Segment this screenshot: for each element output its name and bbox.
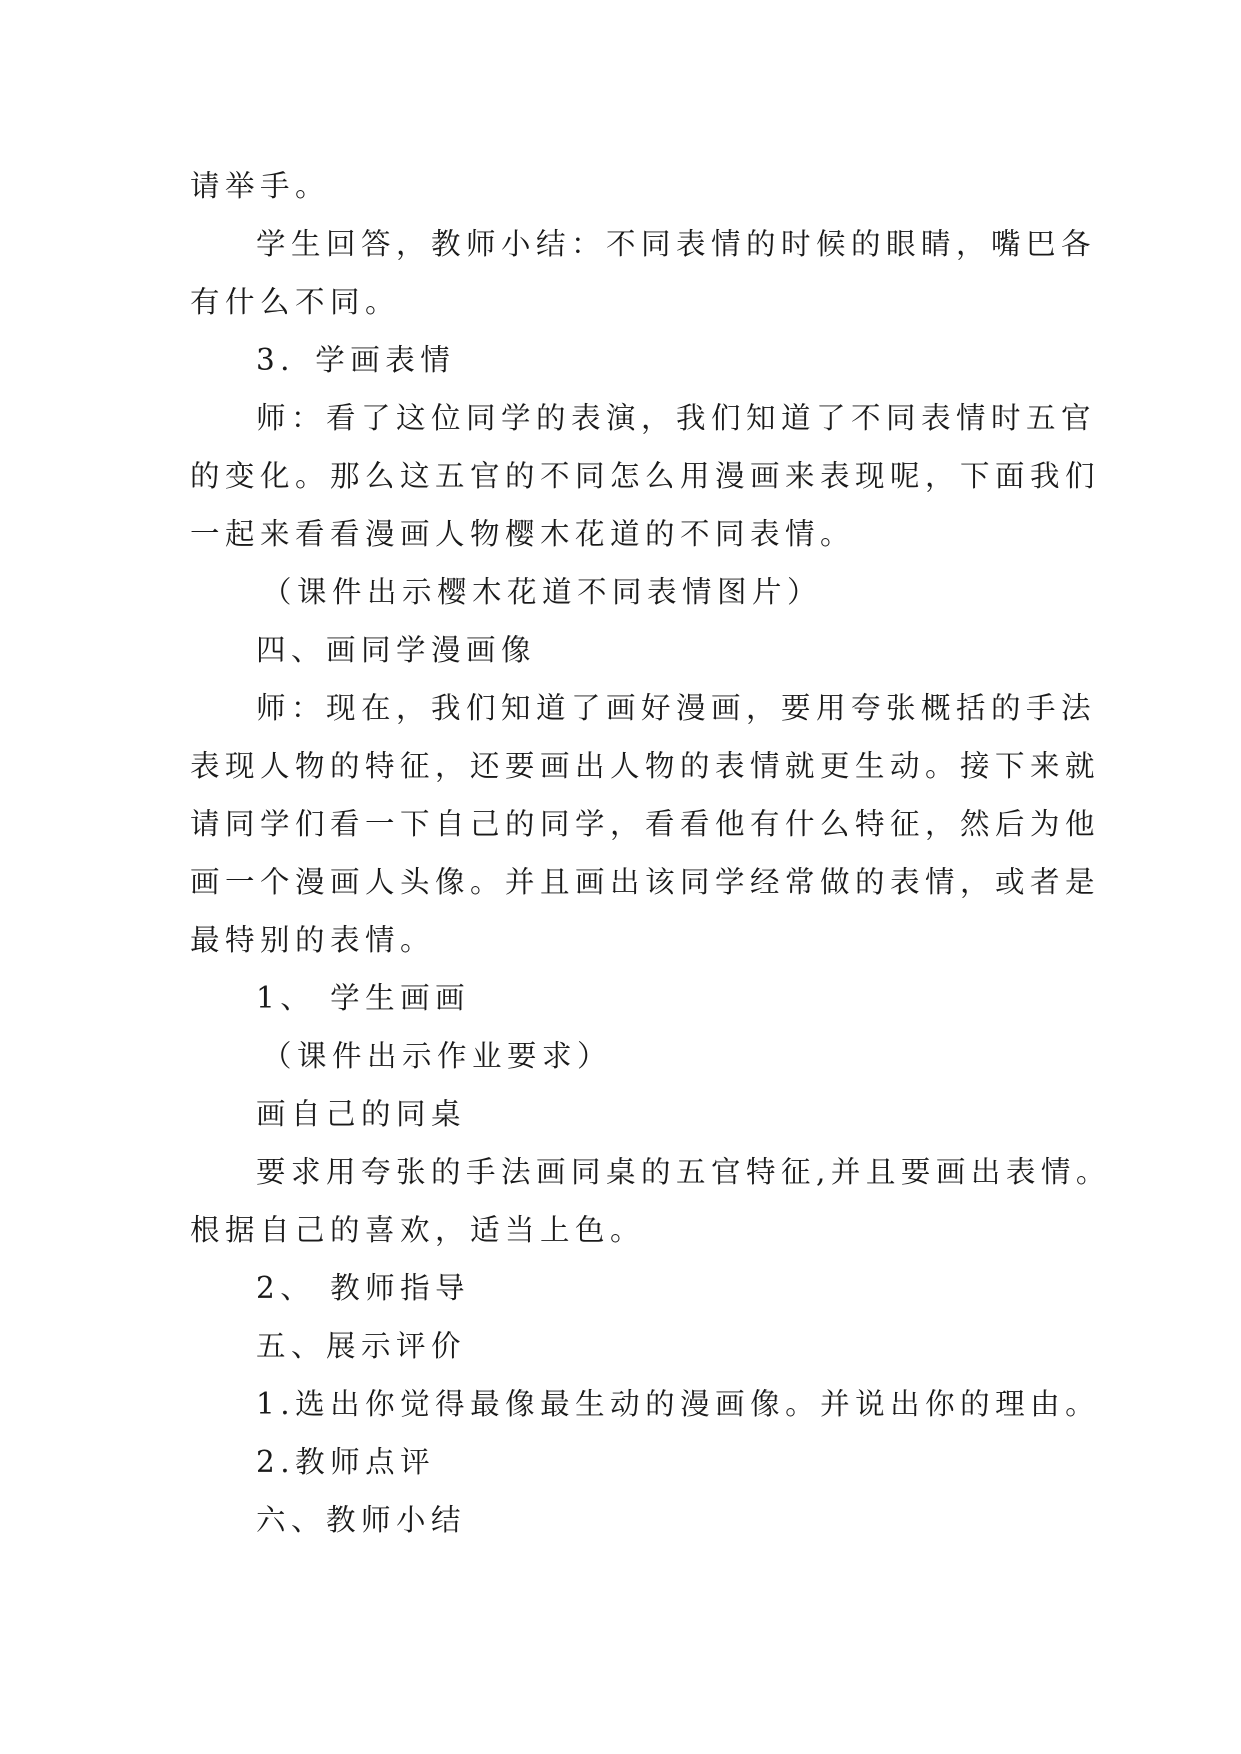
text-line: 请举手。 (190, 169, 331, 203)
text-line: （课件出示樱木花道不同表情图片） (262, 575, 823, 609)
section-heading: 六、教师小结 (256, 1503, 467, 1537)
text-line: 要求用夸张的手法画同桌的五官特征,并且要画出表情。 (256, 1155, 1111, 1189)
text-line: 根据自己的喜欢，适当上色。 (190, 1213, 646, 1247)
text-line: 画一个漫画人头像。并且画出该同学经常做的表情，或者是 (190, 865, 1101, 899)
text-line: 有什么不同。 (190, 285, 401, 319)
text-line: 学生回答，教师小结：不同表情的时候的眼睛，嘴巴各 (256, 227, 1097, 261)
text-line: 画自己的同桌 (256, 1097, 467, 1131)
section-heading: 3．学画表情 (256, 343, 456, 377)
section-heading: 五、展示评价 (256, 1329, 467, 1363)
text-line: 请同学们看一下自己的同学，看看他有什么特征，然后为他 (190, 807, 1101, 841)
text-line: 表现人物的特征，还要画出人物的表情就更生动。接下来就 (190, 749, 1101, 783)
list-item: 2、 教师指导 (256, 1271, 471, 1305)
text-line: 师：现在，我们知道了画好漫画，要用夸张概括的手法 (256, 691, 1097, 725)
text-line: （课件出示作业要求） (262, 1039, 613, 1073)
text-line: 的变化。那么这五官的不同怎么用漫画来表现呢，下面我们 (190, 459, 1101, 493)
list-item: 2.教师点评 (256, 1445, 436, 1479)
text-line: 师：看了这位同学的表演，我们知道了不同表情时五官 (256, 401, 1097, 435)
list-item: 1.选出你觉得最像最生动的漫画像。并说出你的理由。 (256, 1387, 1101, 1421)
list-item: 1、 学生画画 (256, 981, 471, 1015)
text-line: 一起来看看漫画人物樱木花道的不同表情。 (190, 517, 856, 551)
text-line: 最特别的表情。 (190, 923, 436, 957)
section-heading: 四、画同学漫画像 (256, 633, 537, 667)
